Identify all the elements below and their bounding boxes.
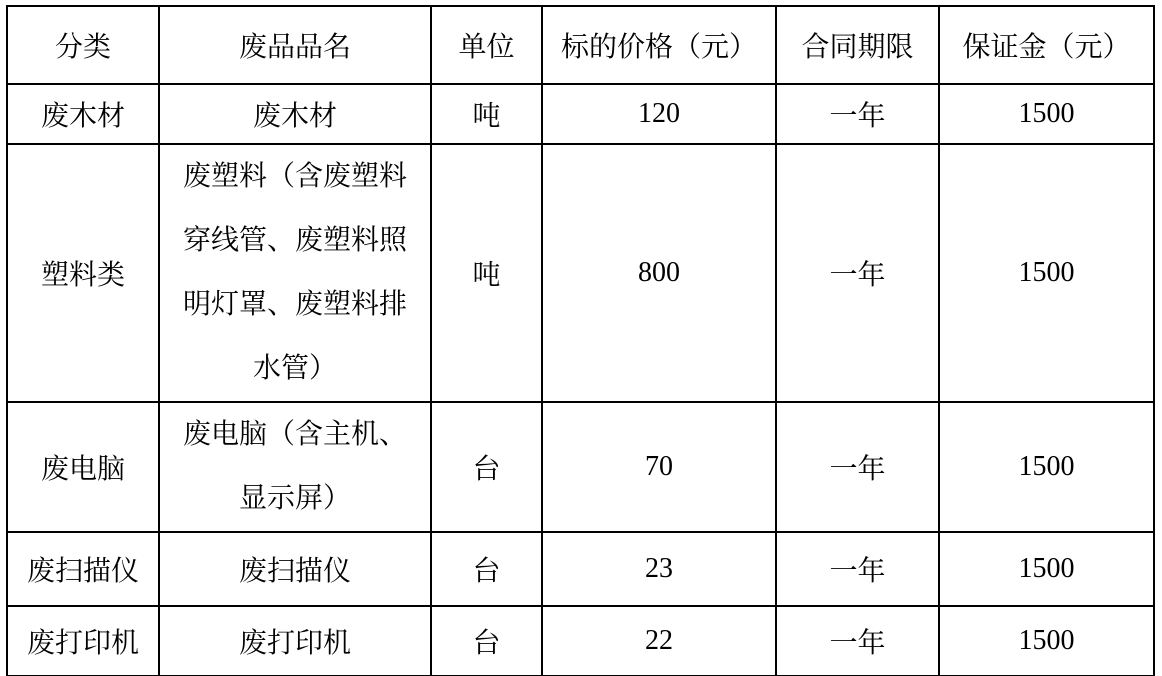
cell-category: 塑料类 [7,144,159,402]
waste-items-table [6,5,1155,676]
cell-price: 70 [542,402,776,532]
cell-category: 废木材 [7,84,159,144]
cell-deposit: 1500 [939,402,1154,532]
cell-item: 废打印机 [159,606,431,676]
col-header-target-price: 标的价格（元） [542,6,776,84]
cell-category: 废电脑 [7,402,159,532]
cell-price: 800 [542,144,776,402]
table-row [7,532,1154,606]
cell-item [159,144,431,402]
col-header-category: 分类 [7,6,159,84]
cell-price: 23 [542,532,776,606]
cell-item-line: 废塑料（含废塑料 [182,161,407,192]
table-row [7,144,1154,402]
table-row [7,84,1154,144]
cell-unit: 吨 [431,144,542,402]
cell-price: 22 [542,606,776,676]
cell-deposit: 1500 [939,532,1154,606]
cell-price: 120 [542,84,776,144]
cell-item: 废木材 [159,84,431,144]
cell-unit: 台 [431,606,542,676]
cell-deposit: 1500 [939,606,1154,676]
table-header-row [7,6,1154,84]
table-row [7,402,1154,532]
cell-term: 一年 [776,144,939,402]
col-header-item-name: 废品品名 [159,6,431,84]
cell-deposit: 1500 [939,84,1154,144]
cell-unit: 吨 [431,84,542,144]
cell-deposit: 1500 [939,144,1154,402]
col-header-unit: 单位 [431,6,542,84]
cell-term: 一年 [776,606,939,676]
cell-term: 一年 [776,402,939,532]
col-header-deposit: 保证金（元） [939,6,1154,84]
cell-category: 废打印机 [7,606,159,676]
cell-unit: 台 [431,532,542,606]
cell-item [159,402,431,532]
cell-term: 一年 [776,532,939,606]
cell-item: 废扫描仪 [159,532,431,606]
cell-item-line: 显示屏） [238,483,351,514]
cell-item-line: 废电脑（含主机、 [182,419,407,450]
cell-item-line: 穿线管、废塑料照 [182,225,407,256]
cell-item-line: 明灯罩、废塑料排 [182,289,407,320]
cell-item-line: 水管） [252,353,337,384]
col-header-contract-term: 合同期限 [776,6,939,84]
cell-term: 一年 [776,84,939,144]
cell-unit: 台 [431,402,542,532]
cell-category: 废扫描仪 [7,532,159,606]
table-row [7,606,1154,676]
